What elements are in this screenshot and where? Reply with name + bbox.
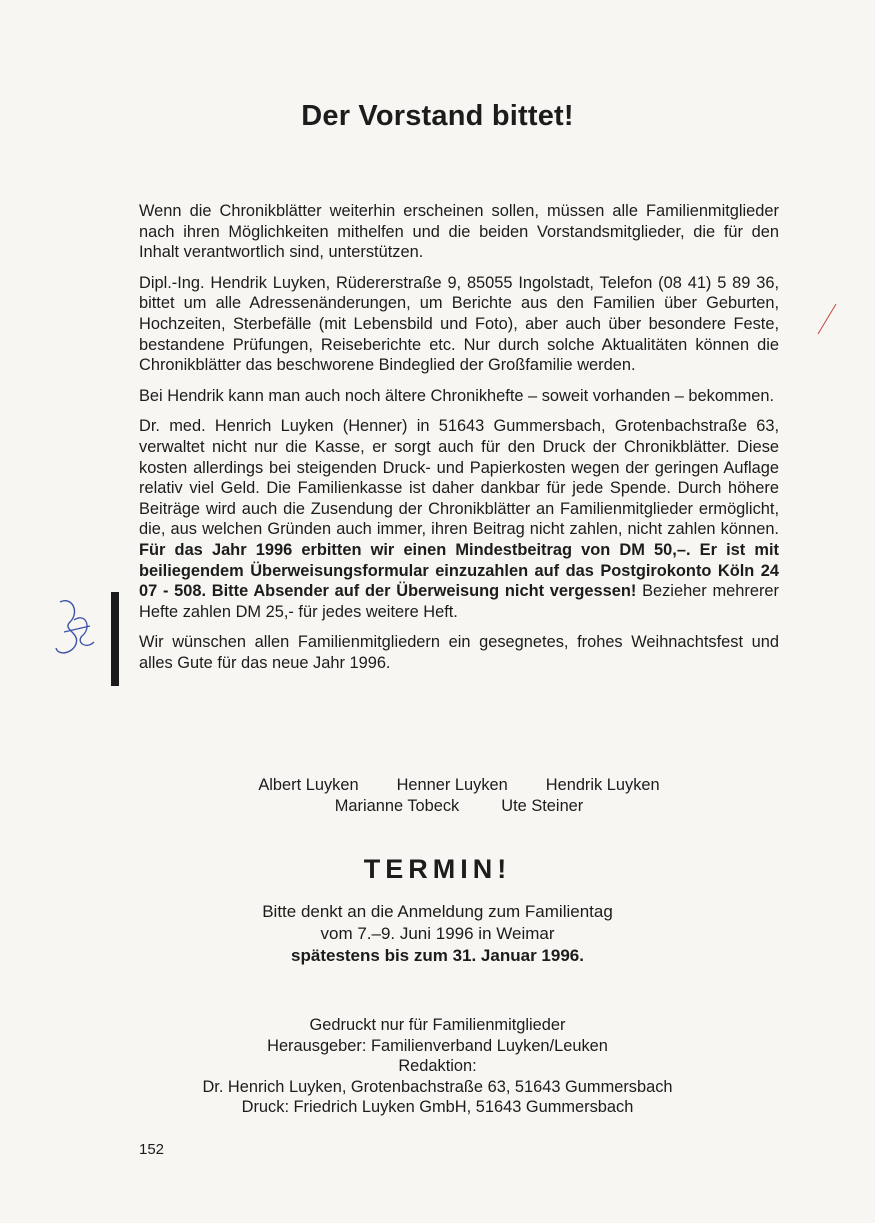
signature-henner: Henner Luyken [396,776,508,794]
imprint-line-1: Gedruckt nur für Familienmitglieder [309,1016,566,1034]
handwritten-initials-mark [50,592,98,664]
termin-line-2: vom 7.–9. Juni 1996 in Weimar [320,924,555,943]
imprint-publisher: Herausgeber: Familienverband Luyken/Leuken [267,1036,608,1055]
paragraph-henner-intro: Dr. med. Henrich Luyken (Henner) in 51643 Gummersbach, Grotenbachstraße 63, verwaltet nicht nur die Kasse, er sorgt auch für den Druck der Chronikblätter. Diese kosten allerdings bei steigenden Druck- und Papierkosten wegen der geringen Auflage relativ viel Geld. Die Familienkasse ist daher dankbar für jede Spende. Durch höhere Beiträge wird auch die Zusendung der Chronikblätter an Familienmitglieder ermöglicht, die, aus welchen Gründen auch immer, ihren Beitrag nicht zahlen, nicht zahlen können. [139,417,779,539]
signatures-block [139,775,779,817]
paragraph-henner-bold: Für das Jahr 1996 erbitten wir einen Mindestbeitrag von DM 50,–. Er ist mit beiliegendem Überweisungsformular einzuzahlen auf das Postgirokonto Köln 24 07 - 508. Bitte Absender auf der Überweisung nicht vergessen! [139,540,779,601]
termin-block [0,901,875,967]
imprint-editor: Dr. Henrich Luyken, Grotenbachstraße 63, 51643 Gummersbach [202,1077,673,1096]
signature-marianne: Marianne Tobeck [334,797,460,815]
page-number: 152 [139,1141,165,1158]
signature-ute: Ute Steiner [501,797,584,815]
imprint-block [0,1015,875,1118]
paragraph-wishes: Wir wünschen allen Familienmitgliedern ein gesegnetes, frohes Weihnachtsfest und alles Gute für das neue Jahr 1996. [139,633,779,672]
margin-bar-mark [111,592,119,686]
paragraph-intro: Wenn die Chronikblätter weiterhin erscheinen sollen, müssen alle Familienmitglieder nach ihren Möglichkeiten mithelfen und die beiden Vorstandsmitglieder, die für den Inhalt verantwortlich sind, unterstützen. [139,202,779,262]
paragraph-henner [139,416,779,622]
paragraph-old-issues: Bei Hendrik kann man auch noch ältere Chronikhefte – soweit vorhanden – bekommen. [139,386,775,405]
stray-pen-mark [810,300,840,340]
imprint-printer: Druck: Friedrich Luyken GmbH, 51643 Gummersbach [241,1098,634,1116]
paragraph-henner-end: Bezieher mehrerer Hefte zahlen DM 25,- für jedes weitere Heft. [139,582,779,621]
paragraph-hendrik: Dipl.-Ing. Hendrik Luyken, Rüdererstraße 9, 85055 Ingolstadt, Telefon (08 41) 5 89 36, bittet um alle Adressenänderungen, um Berichte aus den Familien über Geburten, Hochzeiten, Sterbefälle (mit Lebensbild und Foto), aber auch über besondere Feste, bestandene Prüfungen, Reiseberichte etc. Nur durch solche Aktualitäten können die Chronikblätter das beschworene Bindeglied der Großfamilie werden. [139,273,779,375]
termin-line-1: Bitte denkt an die Anmeldung zum Familientag [262,902,613,921]
signatures-row-1 [139,775,779,796]
termin-deadline: spätestens bis zum 31. Januar 1996. [291,946,584,965]
signature-albert: Albert Luyken [258,776,359,794]
signatures-row-2 [139,796,779,817]
termin-heading: TERMIN! [363,854,512,884]
signature-hendrik: Hendrik Luyken [545,776,660,794]
page-title: Der Vorstand bittet! [301,100,574,132]
body-text [139,201,779,683]
imprint-editorial-label: Redaktion: [398,1057,477,1075]
